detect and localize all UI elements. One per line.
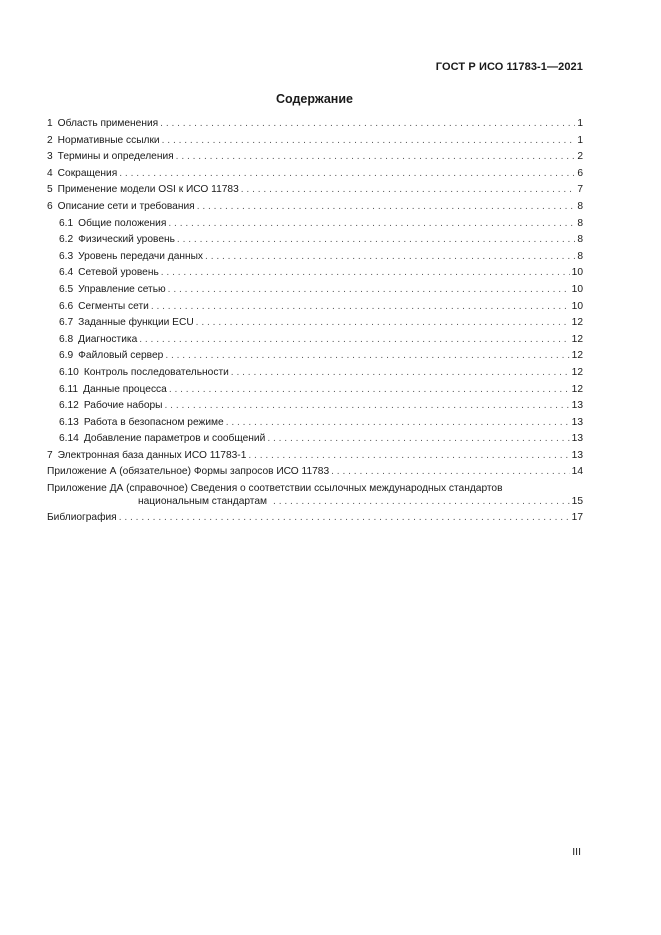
toc-entry-number: 6.14	[59, 433, 79, 445]
toc-leader-dots	[205, 249, 575, 266]
toc-entry-number: 6.6	[59, 300, 74, 312]
toc-entry-number: 6.1	[59, 217, 74, 229]
toc-leader-dots	[273, 496, 570, 509]
toc-entry-page: 12	[571, 366, 583, 378]
toc-entry-6-4[interactable]	[47, 265, 583, 282]
toc-entry-label: Применение модели OSI к ИСО 11783	[57, 184, 239, 196]
toc-entry-label: Добавление параметров и сообщений	[83, 433, 266, 445]
toc-entry-label: Файловый сервер	[78, 350, 164, 362]
toc-entry-number: 4	[47, 167, 53, 179]
toc-entry-6-7[interactable]	[47, 315, 583, 332]
toc-entry-6-3[interactable]	[47, 249, 583, 266]
toc-entry-label: Термины и определения	[57, 151, 174, 163]
toc-entry-label: Заданные функции ECU	[78, 317, 194, 329]
toc-entry-page: 10	[571, 300, 583, 312]
toc-entry-page: 12	[571, 350, 583, 362]
toc-entry-annex-da[interactable]	[47, 481, 583, 510]
toc-leader-dots	[197, 199, 576, 216]
toc-entry-4[interactable]	[47, 166, 583, 183]
toc-entry-number: 3	[47, 151, 53, 163]
toc-entry-label: Область применения	[57, 118, 159, 129]
toc-entry-page: 1	[577, 118, 583, 129]
toc-leader-dots	[169, 382, 570, 399]
toc-leader-dots	[248, 448, 569, 465]
toc-entry-page: 12	[571, 383, 583, 395]
toc-entry-page: 10	[571, 267, 583, 279]
toc-leader-dots	[177, 232, 575, 249]
toc-entry-label: Физический уровень	[78, 234, 175, 246]
toc-entry-1[interactable]	[47, 116, 583, 133]
toc-entry-6-6[interactable]	[47, 299, 583, 316]
toc-entry-label: Рабочие наборы	[83, 400, 163, 412]
toc-leader-dots	[331, 464, 570, 481]
toc-leader-dots	[151, 299, 570, 316]
page-number: III	[572, 846, 581, 858]
toc-entry-5[interactable]	[47, 182, 583, 199]
toc-entry-7[interactable]	[47, 448, 583, 465]
toc-entry-number: 6.11	[59, 383, 79, 395]
toc-entry-number: 6.4	[59, 267, 74, 279]
toc-entry-3[interactable]	[47, 149, 583, 166]
toc-entry-page: 12	[571, 317, 583, 329]
toc-entry-number: 6.5	[59, 283, 74, 295]
page-header: ГОСТ Р ИСО 11783-1—2021	[435, 61, 583, 73]
toc-leader-dots	[161, 265, 570, 282]
toc-title: Содержание	[275, 92, 353, 106]
toc-entry-label-line1: Приложение ДА (справочное) Сведения о соответствии ссылочных международных стандартов	[47, 483, 503, 495]
toc-entry-page: 13	[571, 449, 583, 461]
toc-leader-dots	[176, 149, 576, 166]
toc-entry-number: 6.10	[59, 366, 79, 378]
toc-leader-dots	[160, 116, 575, 133]
toc-entry-number: 6.3	[59, 250, 74, 262]
toc-entry-page: 13	[571, 416, 583, 428]
toc-entry-number: 6.9	[59, 350, 74, 362]
toc-leader-dots	[226, 415, 570, 432]
toc-entry-label-line2-wrapper	[47, 496, 583, 509]
toc-leader-dots	[241, 182, 576, 199]
toc-entry-number: 7	[47, 449, 53, 461]
toc-leader-dots	[168, 216, 575, 233]
toc-entry-annex-a[interactable]	[47, 464, 583, 481]
toc-entry-label: Сокращения	[57, 167, 118, 179]
toc-entry-6-2[interactable]	[47, 232, 583, 249]
toc-entry-label: Нормативные ссылки	[57, 134, 160, 146]
toc-entry-page: 8	[577, 234, 583, 246]
toc-entry-6-13[interactable]	[47, 415, 583, 432]
toc-entry-6-9[interactable]	[47, 348, 583, 365]
toc-entry-6-10[interactable]	[47, 365, 583, 382]
toc-entry-page: 13	[571, 400, 583, 412]
toc-entry-number: 6.13	[59, 416, 79, 428]
toc-entry-number: 6	[47, 200, 53, 212]
table-of-contents	[47, 116, 583, 527]
toc-entry-page: 12	[571, 333, 583, 345]
toc-leader-dots	[119, 166, 575, 183]
toc-entry-6-11[interactable]	[47, 382, 583, 399]
toc-entry-6-12[interactable]	[47, 398, 583, 415]
toc-entry-number: 6.8	[59, 333, 74, 345]
toc-leader-dots	[168, 282, 570, 299]
toc-entry-page: 8	[577, 200, 583, 212]
toc-entry-number: 2	[47, 134, 53, 146]
toc-entry-page: 8	[577, 217, 583, 229]
toc-entry-6-5[interactable]	[47, 282, 583, 299]
toc-entry-page: 10	[571, 283, 583, 295]
toc-entry-page: 13	[571, 433, 583, 445]
toc-leader-dots	[165, 398, 570, 415]
toc-entry-label: Работа в безопасном режиме	[83, 416, 224, 428]
toc-leader-dots	[162, 133, 576, 150]
toc-entry-label: Диагностика	[78, 333, 138, 345]
toc-entry-label: Уровень передачи данных	[78, 250, 204, 262]
toc-leader-dots	[139, 332, 569, 349]
toc-entry-number: 5	[47, 184, 53, 196]
toc-entry-page: 15	[571, 495, 583, 507]
toc-leader-dots	[165, 348, 569, 365]
toc-leader-dots	[119, 510, 570, 527]
toc-entry-label-line2: национальным стандартам	[138, 495, 268, 507]
toc-leader-dots	[196, 315, 570, 332]
toc-leader-dots	[267, 431, 569, 448]
toc-entry-page: 1	[577, 134, 583, 146]
toc-entry-number: 6.7	[59, 317, 74, 329]
toc-entry-page: 17	[571, 512, 583, 524]
toc-entry-page: 8	[577, 250, 583, 262]
toc-entry-label: Данные процесса	[83, 383, 167, 395]
toc-entry-label: Контроль последовательности	[83, 366, 229, 378]
toc-entry-label: Сегменты сети	[78, 300, 149, 312]
toc-entry-number: 6.2	[59, 234, 74, 246]
toc-entry-label: Электронная база данных ИСО 11783-1	[57, 449, 247, 461]
toc-entry-label: Общие положения	[78, 217, 167, 229]
toc-entry-label: Сетевой уровень	[78, 267, 159, 279]
toc-entry-label: Управление сетью	[78, 283, 166, 295]
toc-leader-dots	[231, 365, 570, 382]
toc-entry-bibliography[interactable]	[47, 510, 583, 527]
toc-entry-page: 7	[577, 184, 583, 196]
toc-entry-number: 1	[47, 118, 53, 129]
toc-entry-6-1[interactable]	[47, 216, 583, 233]
toc-entry-6-14[interactable]	[47, 431, 583, 448]
toc-entry-page: 2	[577, 151, 583, 163]
toc-entry-number: 6.12	[59, 400, 79, 412]
toc-entry-6-8[interactable]	[47, 332, 583, 349]
toc-entry-label: Библиография	[47, 512, 117, 524]
toc-entry-label: Описание сети и требования	[57, 200, 195, 212]
toc-entry-label: Приложение А (обязательное) Формы запросов ИСО 11783	[47, 466, 330, 478]
toc-entry-2[interactable]	[47, 133, 583, 150]
toc-entry-page: 14	[571, 466, 583, 478]
toc-entry-page: 6	[577, 167, 583, 179]
toc-entry-6[interactable]	[47, 199, 583, 216]
